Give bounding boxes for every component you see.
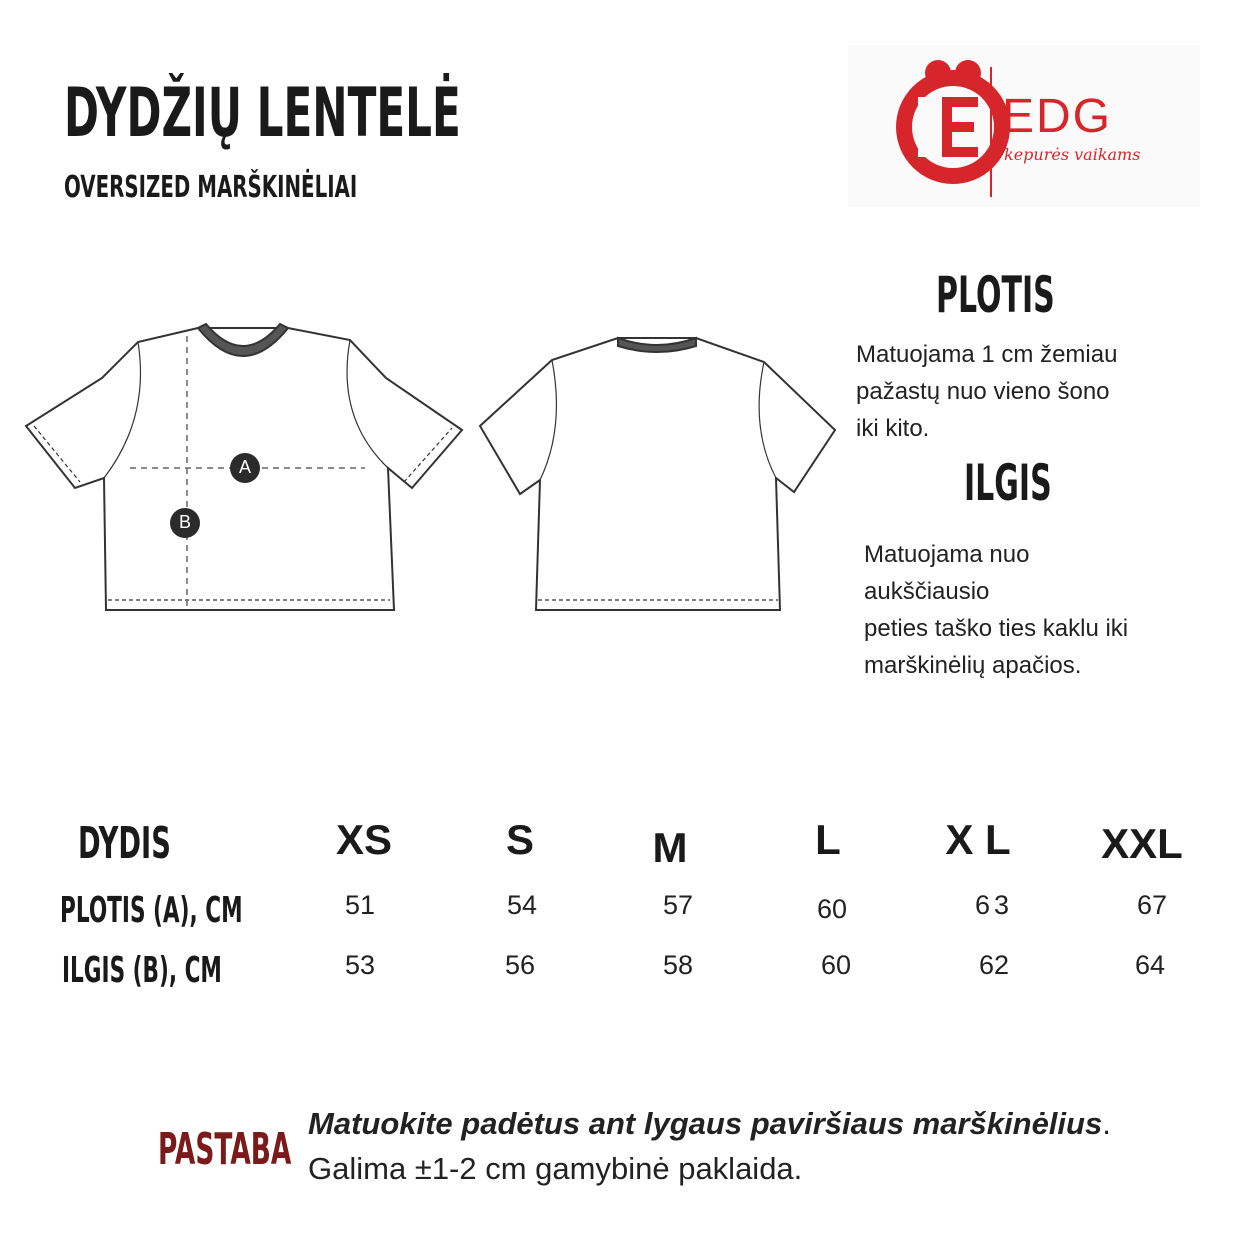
ilgis-heading-wrap xyxy=(964,454,1110,512)
size-col-s: S xyxy=(505,816,534,863)
brand-tagline: kepurės vaikams xyxy=(1004,145,1141,164)
ilgis-line: peties taško ties kaklu iki xyxy=(864,615,1129,642)
page-title: DYDŽIŲ LENTELĖ xyxy=(64,74,461,153)
table-cell: 60 xyxy=(816,894,848,924)
size-table-header: DYDIS xyxy=(78,818,171,869)
page-title-wrap xyxy=(64,74,704,153)
table-cell: 60 xyxy=(820,950,852,980)
table-cell: 63 xyxy=(974,890,1014,920)
size-col-m: M xyxy=(652,824,688,871)
ilgis-heading: ILGIS xyxy=(964,454,1052,512)
size-col-xl: X L xyxy=(945,816,1011,863)
table-cell: 56 xyxy=(504,950,536,980)
note-tolerance: Galima ±1-2 cm gamybinė paklaida. xyxy=(308,1151,803,1186)
plotis-heading-wrap xyxy=(936,266,1134,324)
page-subtitle-wrap xyxy=(64,170,508,205)
plotis-line: pažastų nuo vieno šono xyxy=(856,378,1110,405)
size-col-xxl: XXL xyxy=(1101,820,1183,867)
note-line-1 xyxy=(308,1106,1111,1142)
table-cell: 64 xyxy=(1134,950,1166,980)
row-label-plotis: PLOTIS (A), CM xyxy=(60,890,243,931)
table-cell: 57 xyxy=(662,890,694,920)
note-label: PASTABA xyxy=(158,1124,292,1175)
plotis-heading: PLOTIS xyxy=(936,266,1055,324)
back-tshirt-icon xyxy=(480,338,835,610)
size-table-header-wrap xyxy=(78,818,228,869)
note-instruction: Matuokite padėtus ant lygaus paviršiaus marškinėlius xyxy=(308,1106,1103,1141)
plotis-line: iki kito. xyxy=(856,415,930,442)
brand-name: EDG xyxy=(1002,90,1113,143)
size-col-l: L xyxy=(815,816,841,863)
table-cell: 51 xyxy=(344,890,376,920)
measure-a-label: A xyxy=(238,457,251,477)
table-cell: 54 xyxy=(506,890,538,920)
size-col-xs: XS xyxy=(335,816,393,863)
plotis-line: Matuojama 1 cm žemiau xyxy=(856,341,1118,368)
plotis-description xyxy=(856,336,1117,447)
measure-b-label: B xyxy=(178,512,191,532)
table-cell: 62 xyxy=(978,950,1010,980)
ilgis-line: Matuojama nuo xyxy=(864,541,1030,568)
tshirt-diagram xyxy=(20,318,850,628)
table-cell: 67 xyxy=(1136,890,1168,920)
page-subtitle: OVERSIZED MARŠKINĖLIAI xyxy=(64,170,358,205)
row-label-ilgis: ILGIS (B), CM xyxy=(62,950,222,991)
table-cell: 53 xyxy=(344,950,376,980)
ilgis-line: marškinėlių apačios. xyxy=(864,652,1082,679)
table-cell: 58 xyxy=(662,950,694,980)
row-label-ilgis-wrap xyxy=(62,950,329,991)
note-instruction-end: . xyxy=(1102,1106,1111,1141)
brand-logo xyxy=(848,45,1200,207)
ilgis-description xyxy=(864,536,1128,684)
ilgis-line: aukščiausio xyxy=(864,578,990,605)
